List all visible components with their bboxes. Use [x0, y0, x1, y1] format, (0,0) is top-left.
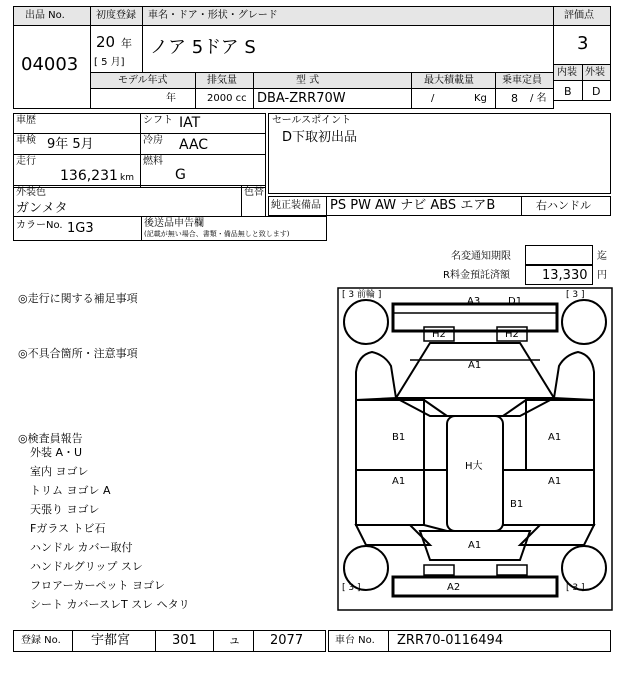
- name-change-label: 名変通知期限: [451, 251, 511, 262]
- tail-light-right: [497, 565, 527, 575]
- rear-bumper: [393, 577, 557, 596]
- first-reg-month: [ 5 月]: [94, 57, 125, 68]
- front-fender-left: [356, 352, 396, 400]
- mark-rear-bumper: A2: [447, 582, 461, 593]
- left-rear-door: [356, 470, 424, 525]
- max-load-label: 最大積載量: [424, 75, 474, 86]
- inspector-remark-line: 天張り ヨゴレ: [30, 503, 100, 516]
- ac-label: 冷房: [143, 135, 163, 146]
- reg-number: 2077: [270, 633, 304, 648]
- first-reg-year-unit: 年: [121, 37, 132, 50]
- mark-roof: H大: [465, 461, 483, 472]
- capacity-label: 乗車定員: [502, 75, 542, 86]
- tire-fr-label: [ 3 ]: [566, 290, 585, 300]
- mark-headlight-left: H2: [432, 329, 446, 340]
- inspector-remark-line: フロアーカーペット ヨゴレ: [30, 579, 165, 592]
- mark-front-bumper-d: D1: [508, 296, 523, 307]
- diagram-frame: [338, 288, 612, 610]
- inspector-remark-line: ハンドル カバー取付: [30, 541, 133, 554]
- equip-label: 純正装備品: [271, 200, 321, 211]
- type-value: DBA-ZRR70W: [257, 91, 346, 106]
- recycle-label: R料金預託済額: [443, 270, 510, 281]
- inspector-remark-line: ハンドルグリップ スレ: [30, 560, 143, 573]
- mark-right-slide: B1: [510, 499, 524, 510]
- mark-right-front-door: A1: [548, 432, 562, 443]
- car-name: ノア 5ドア S: [150, 37, 256, 58]
- interior-label: 内装: [557, 67, 577, 78]
- inspector-remark-line: シート カバースレT スレ ヘタリ: [30, 598, 190, 611]
- reg-class: 301: [172, 633, 197, 648]
- tire-rl-label: [ 3 ]: [342, 583, 361, 593]
- interior-grade: B: [564, 85, 572, 98]
- mark-hood: A1: [468, 360, 482, 371]
- exterior-grade: D: [592, 85, 601, 98]
- sales-point-text: D下取初出品: [282, 130, 358, 145]
- driving-notes-label: ◎走行に関する補足事項: [18, 292, 138, 305]
- mark-left-rear-door: A1: [392, 476, 406, 487]
- inspector-label: ◎検査員報告: [18, 432, 83, 445]
- left-front-door: [356, 400, 424, 470]
- roof: [447, 416, 503, 531]
- fuel-label: 燃料: [143, 156, 163, 167]
- model-year-label: モデル年式: [118, 75, 168, 86]
- chassis-label: 車台 No.: [335, 635, 375, 646]
- color-no-value: 1G3: [67, 221, 94, 236]
- inspection-label: 車検: [16, 135, 36, 146]
- mileage-value: 136,231: [60, 168, 118, 184]
- mark-rear-gate: A1: [468, 540, 482, 551]
- displacement-label: 排気量: [207, 75, 237, 86]
- tire-front-right: [562, 300, 606, 344]
- ac-value: AAC: [179, 137, 209, 153]
- mileage-unit: km: [120, 173, 134, 183]
- lot-label: 出品 No.: [25, 10, 65, 21]
- chassis-value: ZRR70-0116494: [397, 633, 504, 648]
- score-label: 評価点: [564, 10, 594, 21]
- handle-value: 右ハンドル: [536, 199, 591, 212]
- recycle-unit: 円: [597, 270, 607, 281]
- mark-left-front-door: B1: [392, 432, 406, 443]
- shift-label: シフト: [143, 115, 173, 126]
- tail-light-left: [424, 565, 454, 575]
- type-label: 型 式: [296, 75, 320, 86]
- inspector-remark-line: 外装 A・U: [30, 446, 83, 459]
- lot-number: 04003: [21, 54, 79, 75]
- history-label: 車歴: [16, 115, 36, 126]
- inspection-value: 9年 5月: [47, 137, 94, 152]
- color-change-label: 色替: [244, 187, 264, 198]
- name-change-unit: 迄: [597, 251, 607, 262]
- tire-fl-label: [ 3 前輪 ]: [342, 290, 382, 300]
- mark-right-rear-door: A1: [548, 476, 562, 487]
- tire-rr-label: [ 3 ]: [566, 583, 585, 593]
- shift-value: IAT: [179, 115, 201, 131]
- mark-front-bumper: A3: [467, 296, 481, 307]
- front-bumper: [393, 304, 557, 331]
- ext-color-label: 外装色: [16, 187, 46, 198]
- defects-label: ◎不具合箇所・注意事項: [18, 347, 138, 360]
- model-year-unit: 年: [166, 93, 176, 104]
- equip-value: PS PW AW ナビ ABS エアB: [330, 198, 496, 213]
- reg-kana: ュ: [228, 633, 242, 648]
- after-note: (記載が無い場合、書類・備品無しと致します): [144, 230, 290, 238]
- sales-point-label: セールスポイント: [272, 115, 352, 126]
- tire-front-left: [344, 300, 388, 344]
- ext-color-value: ガンメタ: [16, 201, 68, 216]
- max-load-unit: Kg: [474, 93, 487, 104]
- recycle-value: 13,330: [542, 268, 588, 283]
- after-label: 後送品申告欄: [144, 218, 204, 229]
- exterior-label: 外装: [585, 67, 605, 78]
- first-reg-label: 初度登録: [96, 10, 136, 21]
- inspector-remark-line: トリム ヨゴレ A: [30, 484, 111, 497]
- mileage-label: 走行: [16, 156, 36, 167]
- reg-area: 宇都宮: [91, 633, 131, 648]
- max-load-value: /: [431, 93, 435, 104]
- score-value: 3: [577, 33, 589, 54]
- fuel-value: G: [175, 167, 186, 183]
- capacity-value: 8: [511, 92, 518, 105]
- first-reg-year: 20: [96, 33, 116, 51]
- car-name-label: 車名・ドア・形状・グレード: [148, 10, 278, 21]
- displacement-value: 2000 cc: [207, 93, 247, 104]
- inspector-remark-line: Fガラス トビ石: [30, 522, 106, 535]
- color-no-label: カラーNo.: [16, 220, 63, 231]
- inspector-remark-line: 室内 ヨゴレ: [30, 465, 89, 478]
- reg-label: 登録 No.: [21, 635, 61, 646]
- mark-headlight-right: H2: [505, 329, 519, 340]
- front-fender-right: [554, 352, 594, 400]
- capacity-unit: / 名: [530, 93, 547, 104]
